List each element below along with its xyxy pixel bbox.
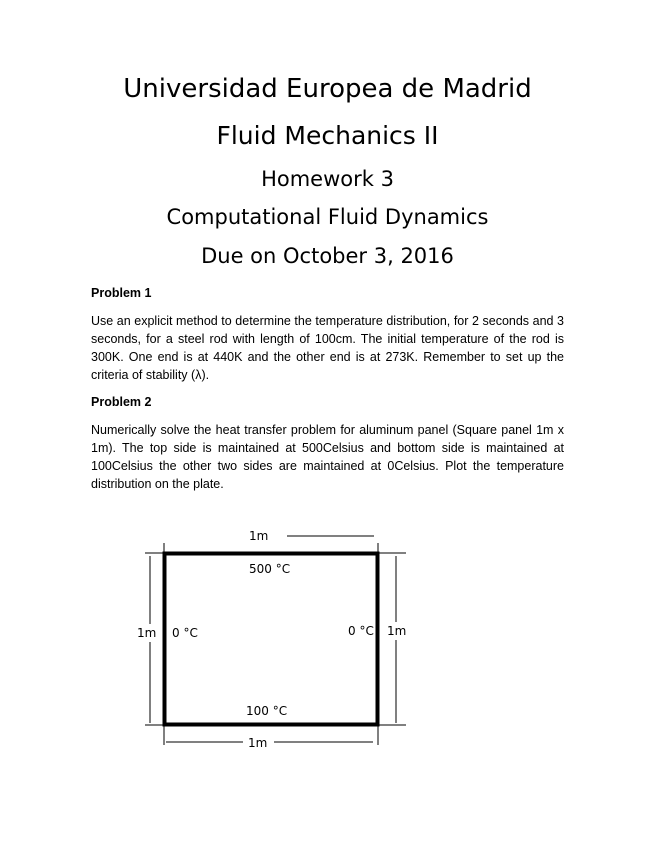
topic-title: Computational Fluid Dynamics [166, 205, 489, 229]
problem-2-text: Numerically solve the heat transfer problem for aluminum panel (Square panel 1m x 1m). The top side is maintained at 500Celsius and bottom side is maintained at 100Celsius the other two sides are maintained at 0Celsius. Plot the temperature distribution on the plate. [91, 423, 564, 491]
right-temperature-label: 0 °C [348, 624, 374, 638]
university-title: Universidad Europea de Madrid [123, 74, 532, 104]
top-temperature-label: 500 °C [249, 562, 291, 576]
bottom-temperature-label: 100 °C [246, 704, 288, 718]
due-date: Due on October 3, 2016 [201, 244, 454, 268]
problem-1-text: Use an explicit method to determine the temperature distribution, for 2 seconds and 3 seconds, for a steel rod with length of 100cm. The initial temperature of the rod is 300K. One end is at 440K and the other end is at 273K. Remember to set up the criteria of stability (λ). [91, 314, 564, 382]
problem-1-title: Problem 1 [91, 286, 152, 300]
course-title: Fluid Mechanics II [216, 121, 439, 150]
bottom-dimension-label: 1m [248, 736, 268, 750]
top-dimension-label: 1m [249, 529, 269, 543]
left-temperature-label: 0 °C [172, 626, 198, 640]
homework-title: Homework 3 [261, 167, 394, 191]
right-dimension-label: 1m [387, 624, 407, 638]
problem-2-title: Problem 2 [91, 395, 152, 409]
left-dimension-label: 1m [137, 626, 157, 640]
